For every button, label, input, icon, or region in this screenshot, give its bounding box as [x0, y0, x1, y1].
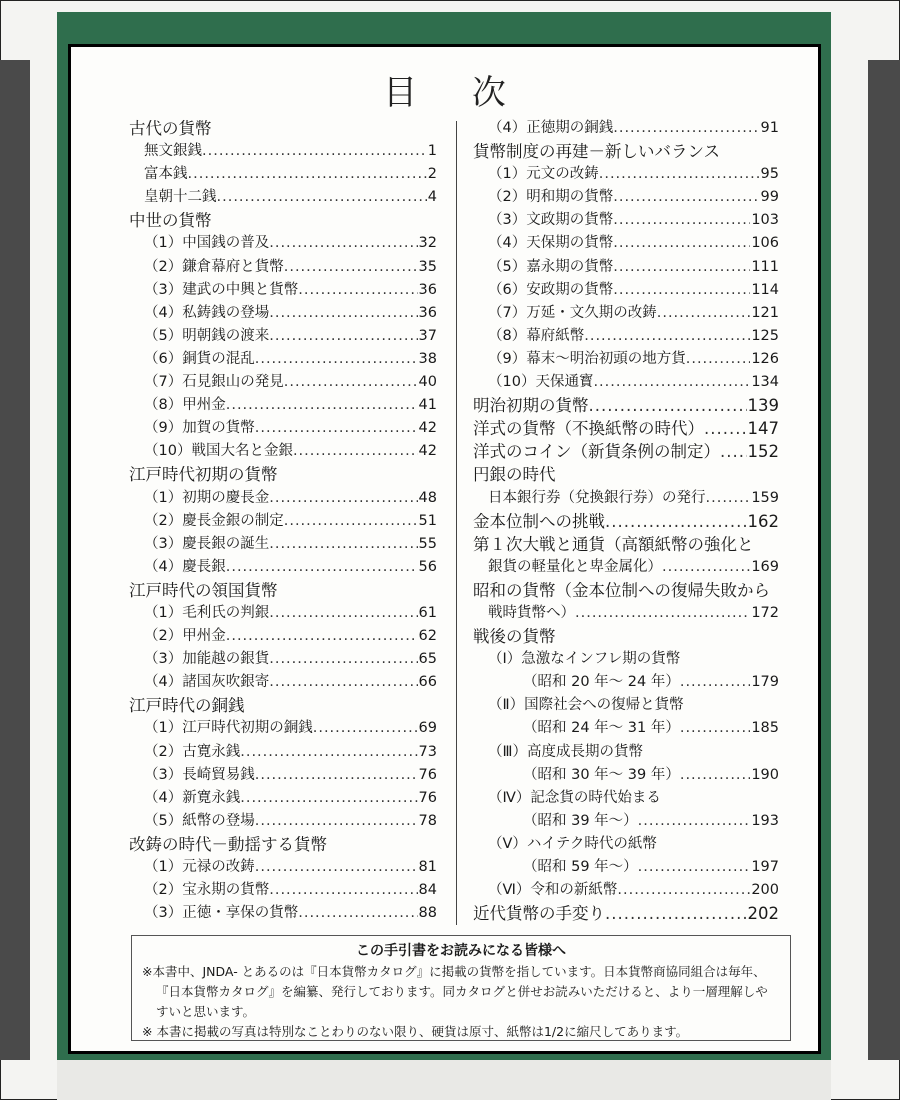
toc-entry-title: （7）万延・文久期の改鋳 — [488, 304, 657, 321]
toc-entry — [129, 440, 437, 463]
toc-entry-title: 日本銀行券（兌換銀行券）の発行 — [488, 489, 706, 506]
toc-entry-title: （2）明和期の貨幣 — [488, 189, 614, 206]
toc-entry — [473, 279, 779, 302]
toc-entry-title: （Ⅴ）ハイテク時代の紙幣 — [488, 835, 657, 852]
toc-leader-dots — [605, 510, 747, 533]
toc-entry-title: 古代の貨幣 — [129, 119, 212, 138]
toc-entry — [129, 533, 437, 556]
toc-leader-dots — [662, 556, 750, 579]
toc-leader-dots — [269, 671, 417, 694]
toc-entry — [473, 163, 779, 186]
toc-leader-dots — [638, 810, 751, 833]
toc-entry-title: （10）天保通寳 — [488, 374, 594, 391]
toc-section-heading — [473, 625, 779, 648]
toc-leader-dots — [269, 232, 417, 255]
toc-page-number — [556, 463, 557, 486]
toc-entry-title: （7）石見銀山の発見 — [144, 374, 284, 391]
toc-page-number: 55 — [418, 535, 437, 552]
toc-entry — [473, 487, 779, 510]
background-right — [868, 60, 900, 1060]
toc-entry-title: 皇朝十二銭 — [144, 189, 217, 206]
toc-section-heading — [473, 463, 779, 486]
toc-leader-dots — [638, 856, 751, 879]
page-title: 目 次 — [383, 73, 528, 113]
toc-page-number: 126 — [751, 350, 779, 367]
toc-entry — [473, 810, 779, 833]
toc-entry-title: 円銀の時代 — [473, 465, 556, 485]
toc-entry-title: （3）正徳・享保の貨幣 — [144, 905, 299, 922]
toc-entry-title: 明治初期の貨幣 — [473, 396, 589, 416]
toc-page-number: 48 — [418, 489, 437, 506]
toc-leader-dots — [593, 371, 750, 394]
toc-entry-title: （昭和 20 年～ 24 年） — [523, 674, 680, 691]
toc-entry-title: （9）加賀の貨幣 — [144, 420, 255, 437]
toc-entry-title: （2）甲州金 — [144, 628, 226, 645]
toc-entry — [129, 902, 437, 925]
toc-page-number — [556, 625, 557, 648]
toc-leader-dots — [240, 787, 417, 810]
toc-section-heading — [473, 579, 779, 602]
toc-entry-title: （5）紙幣の登場 — [144, 812, 255, 829]
toc-entry-title: （2）鎌倉幕府と貨幣 — [144, 258, 284, 275]
toc-page-number: 200 — [751, 882, 779, 899]
toc-entry — [129, 625, 437, 648]
toc-leader-dots — [255, 417, 418, 440]
toc-page-number: 114 — [751, 281, 779, 298]
toc-section-heading — [473, 440, 779, 463]
notice-line-2: ※ 本書に掲載の写真は特別なことわりのない限り、硬貨は原寸、紙幣は1/2に縮尺してあります。 — [142, 1024, 689, 1039]
toc-entry — [473, 648, 779, 671]
toc-entry — [129, 325, 437, 348]
toc-leader-dots — [575, 602, 750, 625]
toc-entry — [129, 810, 437, 833]
toc-page-number — [770, 579, 771, 602]
toc-entry-title: （1）元禄の改鋳 — [144, 859, 255, 875]
toc-page-number — [643, 741, 644, 764]
toc-page-number — [661, 787, 662, 810]
toc-leader-dots — [269, 533, 417, 556]
toc-entry-title: （Ⅰ）急激なインフレ期の貨幣 — [488, 651, 681, 668]
toc-entry — [129, 717, 437, 740]
toc-entry-title: （昭和 30 年～ 39 年） — [523, 766, 680, 783]
toc-section-heading — [473, 902, 779, 925]
toc-entry — [473, 325, 779, 348]
toc-leader-dots — [255, 348, 418, 371]
toc-entry — [473, 833, 779, 856]
toc-page-number: 73 — [418, 743, 437, 760]
toc-entry-title: 第１次大戦と通貨（高額紙幣の強化と — [473, 534, 754, 554]
toc-entry-title: （Ⅳ）記念貨の時代始まる — [488, 789, 661, 806]
toc-entry — [129, 741, 437, 764]
toc-entry-title: （4）正徳期の銅銭 — [488, 120, 614, 136]
toc-section-heading — [129, 463, 437, 486]
toc-entry-title: 銀貨の軽量化と卑金属化） — [488, 558, 662, 575]
toc-entry-title: （5）嘉永期の貨幣 — [488, 258, 614, 275]
toc-entry-title: （昭和 59 年～） — [523, 859, 638, 875]
toc-entry-title: （3）慶長銀の誕生 — [144, 535, 270, 552]
toc-entry — [473, 602, 779, 625]
toc-page-number: 84 — [418, 882, 437, 899]
toc-entry-title: 江戸時代の領国貨幣 — [129, 580, 278, 600]
toc-entry-title: （3）加能越の銀貨 — [144, 651, 270, 668]
toc-entry-title: （1）初期の慶長金 — [144, 489, 270, 506]
toc-leader-dots — [269, 602, 417, 625]
toc-page-number: 159 — [751, 489, 779, 506]
toc-entry — [473, 764, 779, 787]
toc-entry-title: （6）安政期の貨幣 — [488, 281, 614, 298]
toc-entry-title: 洋式の貨幣（不換紙幣の時代） — [473, 419, 704, 439]
toc-entry — [129, 787, 437, 810]
toc-leader-dots — [269, 302, 417, 325]
toc-leader-dots — [202, 140, 427, 163]
reader-notice-box — [131, 935, 791, 1041]
toc-page-number: 42 — [418, 420, 437, 437]
toc-section-heading — [473, 394, 779, 417]
toc-section-heading — [129, 694, 437, 717]
toc-entry-title: （Ⅲ）高度成長期の貨幣 — [488, 743, 643, 760]
toc-entry-title: （4）私鋳銭の登場 — [144, 304, 270, 321]
toc-entry-title: （1）元文の改鋳 — [488, 166, 599, 183]
toc-page-number: 1 — [427, 143, 437, 160]
toc-page-number: 88 — [418, 905, 437, 922]
toc-page-number: 202 — [747, 904, 779, 924]
toc-entry-title: （3）長崎貿易銭 — [144, 766, 255, 783]
toc-page-number: 62 — [418, 628, 437, 645]
toc-leader-dots — [704, 417, 747, 440]
toc-entry — [129, 232, 437, 255]
toc-page-number: 32 — [418, 235, 437, 252]
toc-leader-dots — [613, 186, 759, 209]
toc-entry-title: 貨幣制度の再建－新しいバランス — [473, 142, 721, 162]
toc-leader-dots — [269, 879, 417, 902]
toc-entry — [129, 487, 437, 510]
toc-page-number: 61 — [418, 604, 437, 621]
toc-leader-dots — [226, 556, 418, 579]
toc-entry — [129, 256, 437, 279]
toc-page-number: 139 — [747, 396, 779, 416]
toc-page-number: 125 — [751, 327, 779, 344]
toc-entry — [473, 371, 779, 394]
toc-page-number: 37 — [418, 327, 437, 344]
toc-entry — [129, 510, 437, 533]
toc-leader-dots — [293, 440, 418, 463]
toc-entry — [473, 556, 779, 579]
toc-page-number: 41 — [418, 397, 437, 414]
toc-entry — [129, 671, 437, 694]
toc-entry-title: （1）江戸時代初期の銅銭 — [144, 720, 313, 737]
toc-leader-dots — [313, 717, 418, 740]
toc-section-heading — [129, 209, 437, 232]
toc-entry-title: （4）新寛永銭 — [144, 789, 241, 806]
toc-entry — [129, 371, 437, 394]
toc-page-number: 169 — [751, 558, 779, 575]
toc-leader-dots — [226, 394, 418, 417]
toc-entry-title: （昭和 39 年～） — [523, 812, 638, 829]
toc-entry-title: （9）幕末～明治初頭の地方貨 — [488, 350, 686, 367]
toc-page-number: 162 — [747, 511, 779, 531]
toc-leader-dots — [613, 209, 750, 232]
toc-page-number: 193 — [751, 812, 779, 829]
toc-page-number: 38 — [418, 350, 437, 367]
notice-line-1: ※本書中、JNDA- とあるのは『日本貨幣カタログ』に掲載の貨幣を指しています。日本貨幣商協同組合は毎年、『日本貨幣カタログ』を編纂、発行しております。同カタログと併せお読みいただけると、より一層理解しやすいと思います。 — [142, 964, 768, 1019]
toc-page-number: 66 — [418, 674, 437, 691]
toc-section-heading — [129, 579, 437, 602]
toc-column-left — [129, 117, 437, 925]
toc-entry-title: 洋式のコイン（新貨条例の制定） — [473, 442, 721, 462]
toc-leader-dots — [284, 371, 418, 394]
toc-entry — [129, 140, 437, 163]
toc-leader-dots — [599, 163, 760, 186]
toc-section-heading — [473, 510, 779, 533]
toc-page-number: 76 — [418, 766, 437, 783]
toc-leader-dots — [680, 671, 750, 694]
toc-entry — [129, 856, 437, 879]
toc-leader-dots — [613, 279, 750, 302]
toc-entry-title: 江戸時代の銅銭 — [129, 696, 245, 716]
toc-page-number — [212, 117, 213, 140]
toc-page — [68, 44, 821, 1054]
toc-page-number: 121 — [751, 304, 779, 321]
toc-entry-title: （昭和 24 年～ 31 年） — [523, 720, 680, 737]
toc-page-number: 134 — [751, 374, 779, 391]
toc-entry — [473, 741, 779, 764]
toc-page-number: 65 — [418, 651, 437, 668]
toc-entry — [473, 348, 779, 371]
toc-page-number: 36 — [418, 281, 437, 298]
toc-entry-title: （Ⅱ）国際社会への復帰と貨幣 — [488, 697, 684, 714]
toc-page-number — [680, 648, 681, 671]
toc-section-heading — [129, 833, 437, 856]
toc-entry — [473, 209, 779, 232]
toc-page-number: 42 — [418, 443, 437, 460]
toc-entry — [473, 671, 779, 694]
toc-entry-title: 近代貨幣の手変り — [473, 904, 605, 924]
toc-leader-dots — [613, 117, 759, 140]
toc-page-number: 76 — [418, 789, 437, 806]
toc-leader-dots — [613, 232, 750, 255]
toc-entry — [129, 602, 437, 625]
toc-page-number: 2 — [427, 166, 437, 183]
toc-entry — [473, 787, 779, 810]
toc-entry — [129, 879, 437, 902]
toc-page-number — [657, 833, 658, 856]
toc-leader-dots — [298, 902, 417, 925]
toc-page-number: 190 — [751, 766, 779, 783]
notice-title: この手引書をお読みになる皆様へ — [356, 943, 566, 959]
toc-leader-dots — [617, 879, 750, 902]
toc-entry — [473, 856, 779, 879]
toc-entry — [473, 232, 779, 255]
toc-entry-title: （2）慶長金銀の制定 — [144, 512, 284, 529]
toc-leader-dots — [188, 163, 427, 186]
toc-leader-dots — [269, 325, 417, 348]
toc-page-number: 56 — [418, 558, 437, 575]
toc-entry — [129, 764, 437, 787]
toc-leader-dots — [255, 856, 418, 879]
toc-entry — [473, 302, 779, 325]
column-divider — [456, 121, 457, 925]
toc-section-heading — [473, 533, 779, 556]
toc-section-heading — [129, 117, 437, 140]
background-left — [0, 60, 30, 1060]
toc-entry-title: （4）諸国灰吹銀寄 — [144, 674, 270, 691]
toc-page-number: 81 — [418, 859, 437, 875]
toc-page-number — [245, 694, 246, 717]
toc-entry-title: 昭和の貨幣（金本位制への復帰失敗から — [473, 580, 770, 600]
toc-entry-title: （8）甲州金 — [144, 397, 226, 414]
toc-entry-title: （2）古寛永銭 — [144, 743, 241, 760]
toc-page-number: 99 — [760, 189, 779, 206]
toc-leader-dots — [680, 717, 750, 740]
toc-leader-dots — [269, 648, 417, 671]
toc-entry-title: 戦時貨幣へ） — [488, 604, 575, 621]
toc-leader-dots — [680, 764, 750, 787]
toc-page-number — [684, 694, 685, 717]
toc-entry-title: 富本銭 — [144, 166, 188, 183]
toc-entry-title: 江戸時代初期の貨幣 — [129, 465, 278, 485]
toc-entry — [129, 163, 437, 186]
toc-entry — [473, 717, 779, 740]
toc-page-number: 106 — [751, 235, 779, 252]
toc-entry — [129, 556, 437, 579]
toc-page-number: 69 — [418, 720, 437, 737]
toc-entry — [473, 694, 779, 717]
toc-entry — [129, 279, 437, 302]
toc-entry — [473, 186, 779, 209]
toc-entry-title: 戦後の貨幣 — [473, 627, 556, 647]
toc-leader-dots — [686, 348, 751, 371]
toc-leader-dots — [605, 902, 747, 925]
toc-page-number — [278, 463, 279, 486]
toc-page-number: 185 — [751, 720, 779, 737]
toc-page-number: 147 — [747, 419, 779, 439]
toc-leader-dots — [589, 394, 747, 417]
toc-page-number: 91 — [760, 120, 779, 136]
toc-section-heading — [473, 140, 779, 163]
toc-page-number: 103 — [751, 212, 779, 229]
toc-entry — [129, 417, 437, 440]
toc-entry-title: 改鋳の時代－動揺する貨幣 — [129, 834, 327, 854]
toc-entry — [129, 648, 437, 671]
toc-page-number: 4 — [427, 189, 437, 206]
toc-entry-title: （8）幕府紙幣 — [488, 327, 585, 344]
toc-entry-title: 金本位制への挑戦 — [473, 511, 605, 531]
toc-page-number: 36 — [418, 304, 437, 321]
toc-leader-dots — [269, 487, 417, 510]
toc-entry-title: 中世の貨幣 — [129, 211, 212, 231]
toc-entry — [473, 117, 779, 140]
toc-page-number — [720, 140, 721, 163]
toc-entry — [129, 186, 437, 209]
toc-entry-title: （4）天保期の貨幣 — [488, 235, 614, 252]
book-cover-bottom — [57, 1060, 831, 1100]
toc-page-number: 111 — [751, 258, 779, 275]
toc-page-number: 95 — [760, 166, 779, 183]
toc-page-number — [754, 533, 755, 556]
toc-leader-dots — [255, 764, 418, 787]
toc-leader-dots — [284, 256, 418, 279]
toc-leader-dots — [720, 440, 746, 463]
toc-page-number — [327, 833, 328, 856]
toc-page-number — [212, 209, 213, 232]
toc-page-number: 152 — [747, 442, 779, 462]
toc-leader-dots — [255, 810, 418, 833]
toc-entry-title: （10）戦国大名と金銀 — [144, 443, 293, 460]
toc-page-number: 51 — [418, 512, 437, 529]
toc-leader-dots — [217, 186, 427, 209]
toc-entry-title: （1）中国銭の普及 — [144, 235, 270, 252]
toc-entry — [129, 348, 437, 371]
toc-leader-dots — [657, 302, 751, 325]
toc-page-number — [278, 579, 279, 602]
toc-entry — [129, 302, 437, 325]
toc-column-right — [473, 117, 779, 925]
toc-section-heading — [473, 417, 779, 440]
toc-entry — [473, 256, 779, 279]
toc-leader-dots — [613, 256, 750, 279]
toc-leader-dots — [226, 625, 418, 648]
toc-leader-dots — [584, 325, 750, 348]
toc-entry — [129, 394, 437, 417]
toc-entry-title: （Ⅵ）令和の新紙幣 — [488, 882, 618, 899]
toc-leader-dots — [706, 487, 751, 510]
toc-page-number: 172 — [751, 604, 779, 621]
toc-page-number: 35 — [418, 258, 437, 275]
toc-leader-dots — [298, 279, 417, 302]
toc-leader-dots — [240, 741, 417, 764]
toc-leader-dots — [284, 510, 418, 533]
toc-entry-title: （4）慶長銀 — [144, 558, 226, 575]
toc-entry — [473, 879, 779, 902]
toc-entry-title: （6）銅貨の混乱 — [144, 350, 255, 367]
toc-entry-title: （5）明朝銭の渡来 — [144, 327, 270, 344]
toc-entry-title: （1）毛利氏の判銀 — [144, 604, 270, 621]
toc-page-number: 197 — [751, 859, 779, 875]
toc-entry-title: （2）宝永期の貨幣 — [144, 882, 270, 899]
toc-page-number: 179 — [751, 674, 779, 691]
toc-entry-title: （3）建武の中興と貨幣 — [144, 281, 299, 298]
toc-entry-title: （3）文政期の貨幣 — [488, 212, 614, 229]
toc-page-number: 40 — [418, 374, 437, 391]
toc-page-number: 78 — [418, 812, 437, 829]
toc-entry-title: 無文銀銭 — [144, 143, 202, 160]
